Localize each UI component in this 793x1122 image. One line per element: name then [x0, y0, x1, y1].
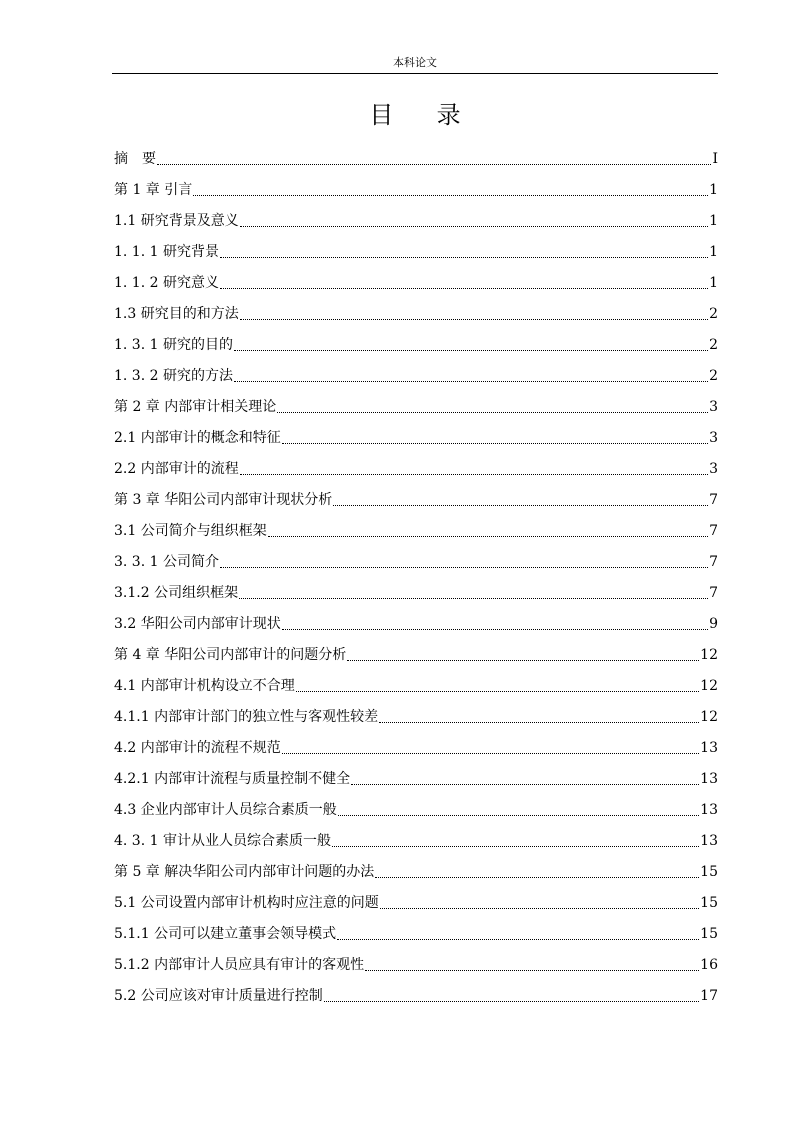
toc-entry-page: 7 [709, 554, 718, 570]
toc-dot-leader [282, 442, 708, 444]
toc-dot-leader [332, 845, 699, 847]
toc-entry-page: 2 [709, 337, 718, 353]
toc-dot-leader [220, 256, 708, 258]
toc-entry[interactable] [114, 169, 718, 200]
toc-entry-label: 3.1.2 公司组织框架 [114, 585, 239, 601]
toc-dot-leader [193, 194, 708, 196]
toc-entry[interactable] [114, 603, 718, 634]
toc-dot-leader [277, 411, 708, 413]
toc-entry-label: 3.1 公司简介与组织框架 [114, 523, 267, 539]
toc-dot-leader [347, 659, 699, 661]
toc-dot-leader [220, 287, 708, 289]
toc-entry-label: 第 2 章 内部审计相关理论 [114, 399, 277, 415]
toc-dot-leader [351, 783, 699, 785]
toc-entry-page: 13 [700, 833, 718, 849]
toc-dot-leader [324, 1000, 699, 1002]
toc-entry-label: 3.2 华阳公司内部审计现状 [114, 616, 281, 632]
toc-entry-label: 2.2 内部审计的流程 [114, 461, 239, 477]
toc-title-part1: 目 [369, 101, 394, 129]
table-of-contents [114, 138, 718, 1006]
toc-entry[interactable] [114, 293, 718, 324]
toc-entry-label: 5.2 公司应该对审计质量进行控制 [114, 988, 323, 1004]
toc-entry[interactable] [114, 448, 718, 479]
toc-entry-page: 13 [700, 771, 718, 787]
toc-dot-leader [240, 318, 708, 320]
toc-entry[interactable] [114, 572, 718, 603]
toc-entry[interactable] [114, 324, 718, 355]
toc-entry-label: 4.3 企业内部审计人员综合素质一般 [114, 802, 337, 818]
toc-entry[interactable] [114, 386, 718, 417]
toc-entry[interactable] [114, 665, 718, 696]
toc-entry[interactable] [114, 851, 718, 882]
toc-entry[interactable] [114, 789, 718, 820]
toc-entry-page: 1 [709, 213, 718, 229]
toc-dot-leader [375, 876, 699, 878]
toc-entry-label: 1. 1. 1 研究背景 [114, 244, 219, 260]
toc-entry[interactable] [114, 820, 718, 851]
toc-entry[interactable] [114, 262, 718, 293]
toc-entry-page: 7 [709, 492, 718, 508]
toc-dot-leader [240, 473, 708, 475]
toc-entry-page: 15 [700, 926, 718, 942]
toc-entry[interactable] [114, 882, 718, 913]
toc-entry-label: 第 4 章 华阳公司内部审计的问题分析 [114, 647, 347, 663]
toc-entry[interactable] [114, 510, 718, 541]
toc-entry-label: 第 3 章 华阳公司内部审计现状分析 [114, 492, 333, 508]
toc-entry-label: 1. 3. 2 研究的方法 [114, 368, 233, 384]
toc-title [112, 100, 718, 130]
header-rule [112, 73, 718, 74]
toc-entry-label: 摘 要 [114, 151, 156, 167]
toc-entry-label: 4. 3. 1 审计从业人员综合素质一般 [114, 833, 331, 849]
toc-dot-leader [240, 225, 708, 227]
toc-entry-page: I [712, 151, 718, 167]
toc-entry-label: 第 5 章 解决华阳公司内部审计问题的办法 [114, 864, 375, 880]
toc-entry-label: 4.1 内部审计机构设立不合理 [114, 678, 295, 694]
toc-entry-page: 3 [709, 399, 718, 415]
toc-entry[interactable] [114, 944, 718, 975]
toc-entry-label: 2.1 内部审计的概念和特征 [114, 430, 281, 446]
toc-entry-label: 4.2 内部审计的流程不规范 [114, 740, 281, 756]
toc-entry-label: 4.2.1 内部审计流程与质量控制不健全 [114, 771, 351, 787]
toc-entry-label: 1. 1. 2 研究意义 [114, 275, 219, 291]
toc-entry-page: 3 [709, 461, 718, 477]
toc-entry-page: 2 [709, 368, 718, 384]
toc-entry[interactable] [114, 913, 718, 944]
toc-dot-leader [234, 380, 708, 382]
toc-dot-leader [157, 163, 711, 165]
toc-dot-leader [268, 535, 708, 537]
toc-entry[interactable] [114, 479, 718, 510]
toc-dot-leader [365, 969, 699, 971]
toc-entry-label: 1.1 研究背景及意义 [114, 213, 239, 229]
toc-entry[interactable] [114, 200, 718, 231]
toc-entry-page: 9 [709, 616, 718, 632]
toc-entry-page: 1 [709, 244, 718, 260]
toc-entry-label: 第 1 章 引言 [114, 182, 193, 198]
toc-entry-label: 5.1 公司设置内部审计机构时应注意的问题 [114, 895, 379, 911]
toc-title-part2: 录 [436, 101, 461, 129]
toc-entry[interactable] [114, 231, 718, 262]
toc-dot-leader [338, 814, 699, 816]
toc-dot-leader [220, 566, 708, 568]
toc-entry-label: 5.1.2 内部审计人员应具有审计的客观性 [114, 957, 365, 973]
toc-entry-page: 16 [700, 957, 718, 973]
toc-entry-page: 1 [709, 275, 718, 291]
toc-entry[interactable] [114, 138, 718, 169]
toc-entry-page: 12 [700, 678, 718, 694]
toc-entry-label: 1.3 研究目的和方法 [114, 306, 239, 322]
toc-entry[interactable] [114, 758, 718, 789]
toc-entry-page: 12 [700, 709, 718, 725]
toc-entry[interactable] [114, 696, 718, 727]
toc-entry[interactable] [114, 727, 718, 758]
toc-entry[interactable] [114, 355, 718, 386]
toc-entry-page: 7 [709, 523, 718, 539]
toc-entry-label: 4.1.1 内部审计部门的独立性与客观性较差 [114, 709, 379, 725]
toc-entry-page: 7 [709, 585, 718, 601]
toc-entry-label: 1. 3. 1 研究的目的 [114, 337, 233, 353]
toc-entry[interactable] [114, 634, 718, 665]
toc-entry-label: 5.1.1 公司可以建立董事会领导模式 [114, 926, 337, 942]
toc-entry-page: 3 [709, 430, 718, 446]
toc-dot-leader [333, 504, 708, 506]
toc-entry-page: 1 [709, 182, 718, 198]
toc-dot-leader [282, 628, 708, 630]
toc-entry[interactable] [114, 541, 718, 572]
toc-entry-page: 15 [700, 895, 718, 911]
toc-entry-page: 13 [700, 740, 718, 756]
toc-dot-leader [282, 752, 699, 754]
toc-dot-leader [379, 721, 699, 723]
toc-dot-leader [239, 597, 708, 599]
toc-entry-page: 17 [700, 988, 718, 1004]
toc-entry-page: 13 [700, 802, 718, 818]
toc-entry-page: 15 [700, 864, 718, 880]
toc-dot-leader [234, 349, 708, 351]
toc-entry[interactable] [114, 975, 718, 1006]
running-header: 本科论文 [393, 56, 437, 69]
toc-entry[interactable] [114, 417, 718, 448]
toc-entry-label: 3. 3. 1 公司简介 [114, 554, 219, 570]
toc-dot-leader [380, 907, 699, 909]
toc-dot-leader [296, 690, 699, 692]
toc-entry-page: 12 [700, 647, 718, 663]
toc-dot-leader [337, 938, 699, 940]
toc-entry-page: 2 [709, 306, 718, 322]
